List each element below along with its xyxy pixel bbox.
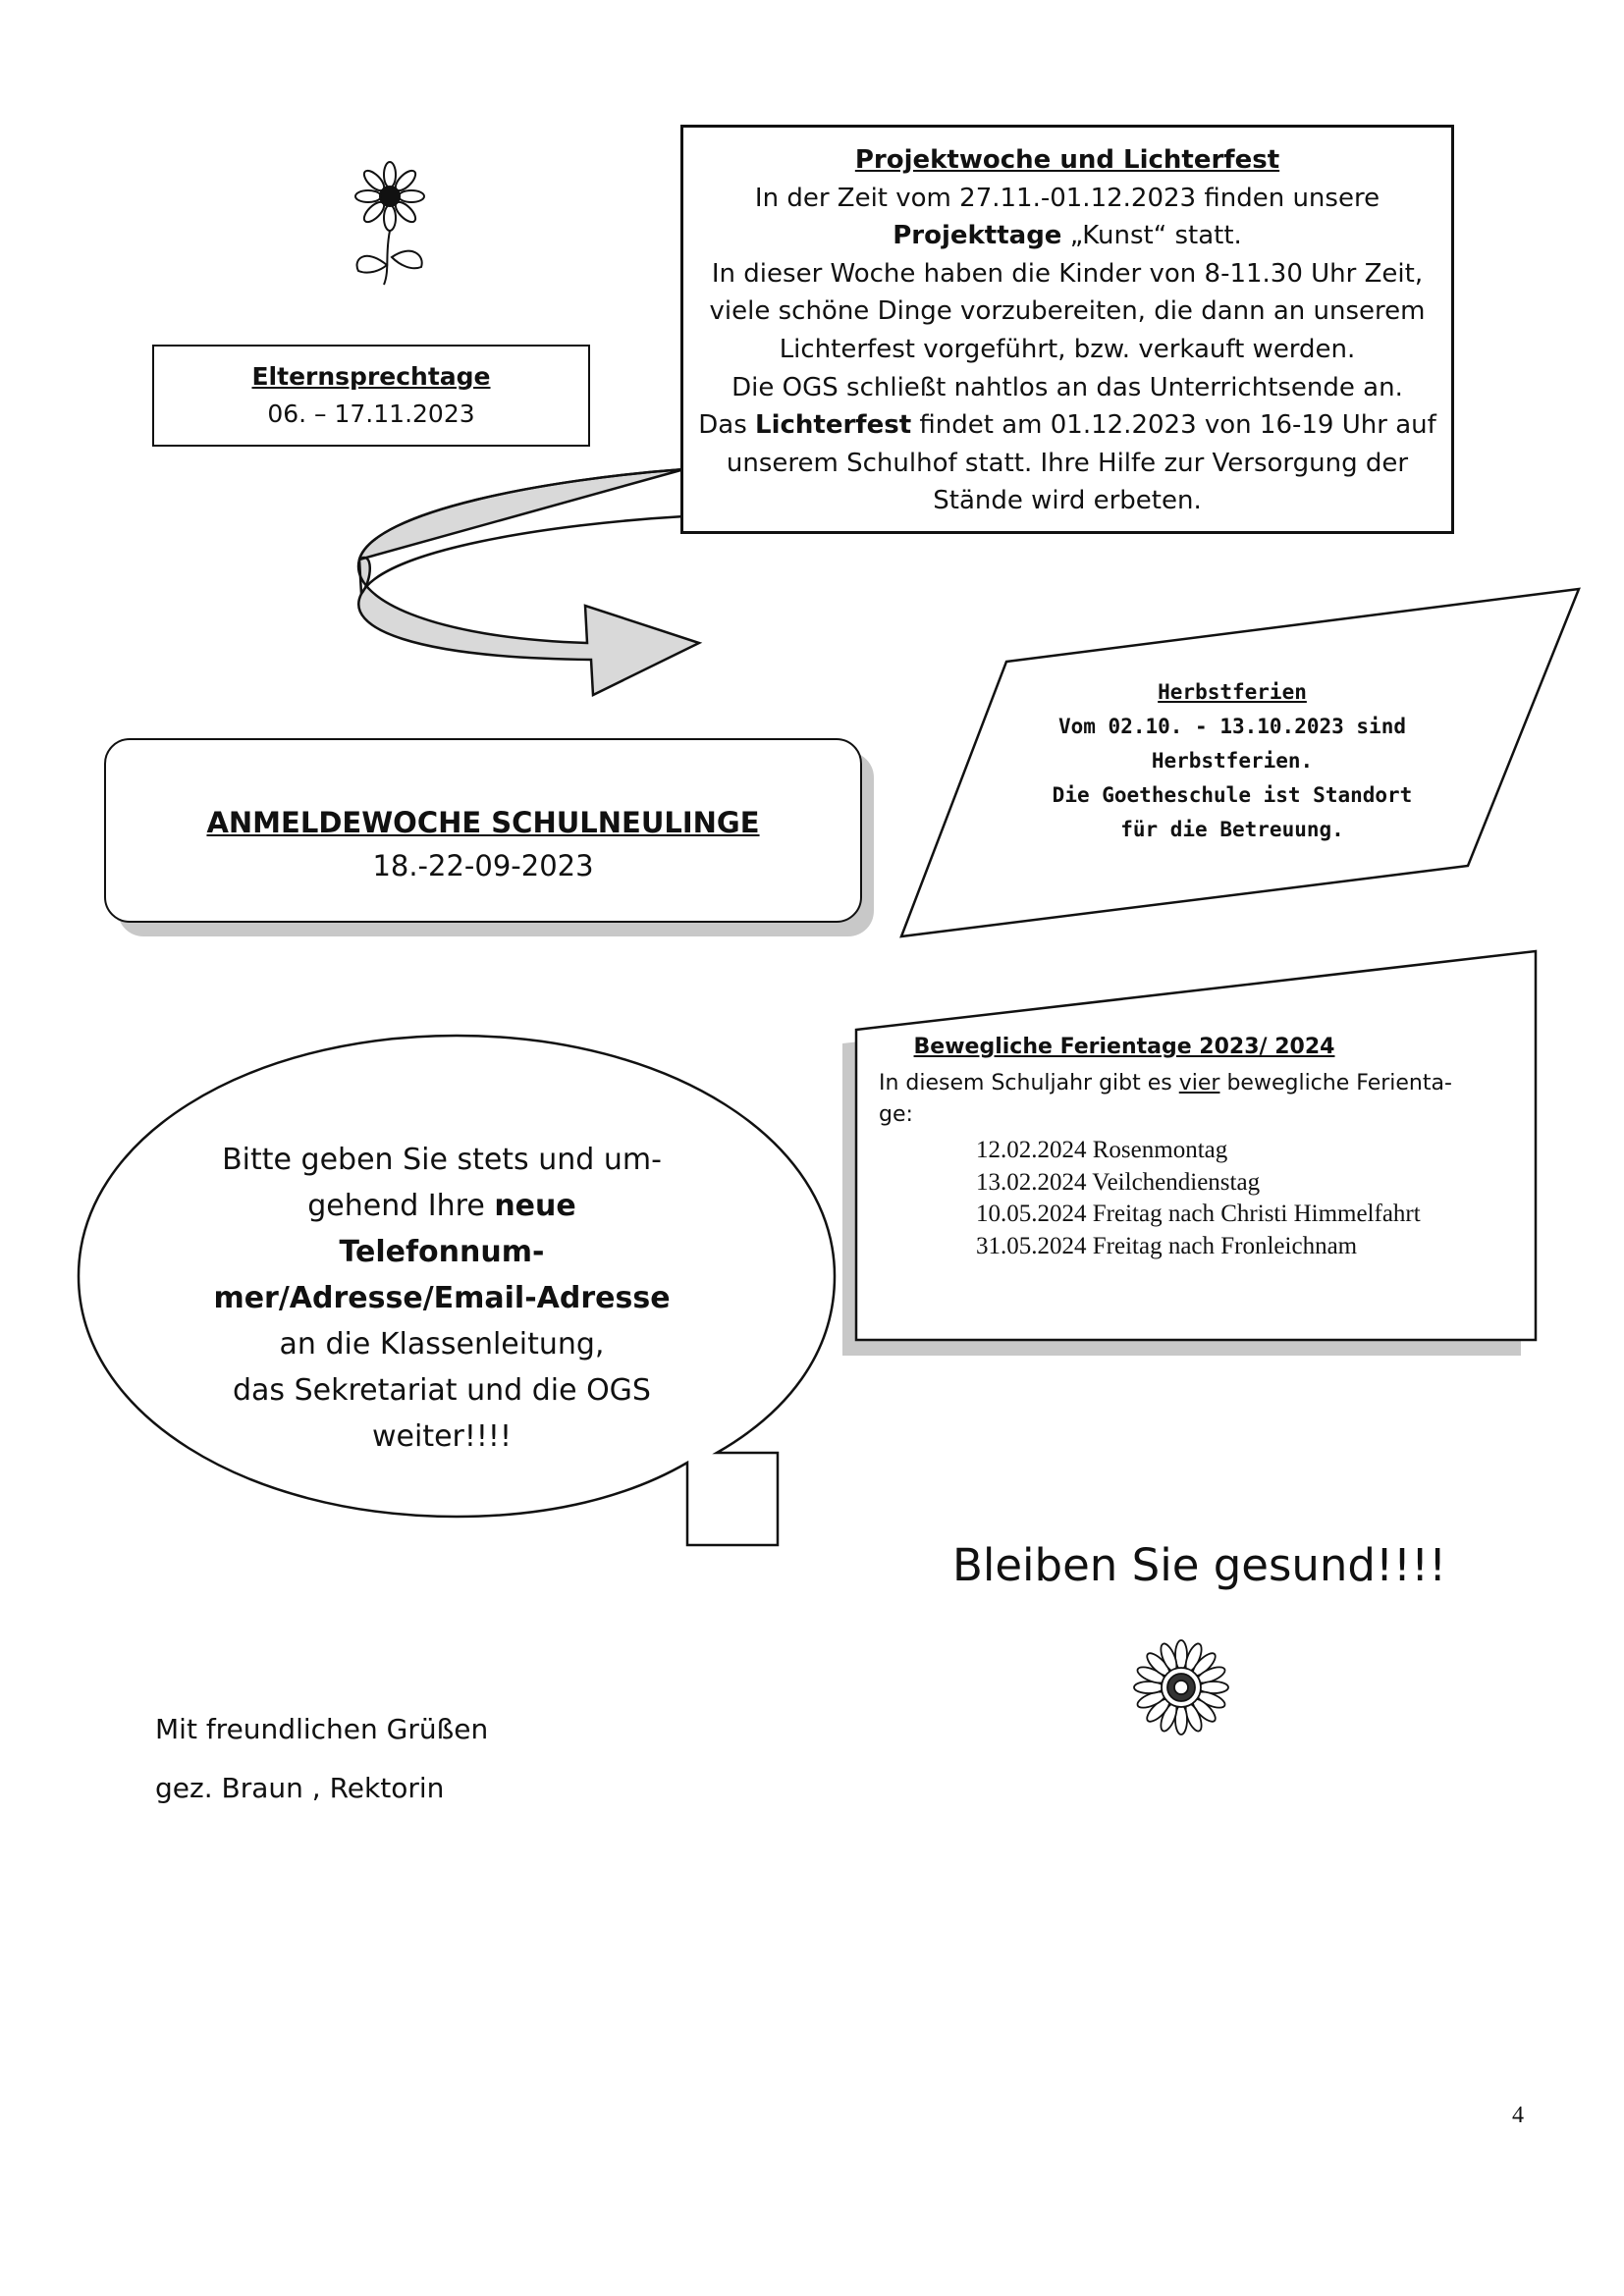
herbstferien-line: Die Goetheschule ist Standort: [1052, 783, 1413, 807]
bubble-line: an die Klassenleitung,: [279, 1327, 605, 1362]
lichterfest-rest: findet am 01.12.2023 von 16-19 Uhr auf: [911, 410, 1436, 441]
page-number: 4: [1512, 2103, 1524, 2128]
herbstferien-line: für die Betreuung.: [1120, 818, 1344, 841]
herbstferien-text: [992, 675, 1473, 847]
curved-arrow-icon: [358, 469, 699, 695]
bubble-line: Bitte geben Sie stets und um-: [222, 1143, 662, 1177]
bubble-line-bold: neue: [494, 1189, 576, 1223]
bubble-line: mer/Adresse/Email-Adresse: [213, 1281, 671, 1315]
projektwoche-line: Stände wird erbeten.: [933, 486, 1202, 516]
lichterfest-bold: Lichterfest: [755, 410, 912, 441]
projektwoche-line: In dieser Woche haben die Kinder von 8-11.30 Uhr Zeit,: [711, 258, 1424, 289]
lichterfest-pre: Das: [698, 410, 755, 441]
ferientage-list: [976, 1135, 1421, 1262]
projektwoche-box: [680, 125, 1454, 534]
ferientage-intro-post: bewegliche Ferienta-: [1219, 1071, 1452, 1095]
sunflower-stem-icon: [355, 162, 424, 285]
projektwoche-line: [683, 217, 1451, 255]
projektwoche-line: In der Zeit vom 27.11.-01.12.2023 finden unsere: [754, 183, 1380, 213]
projekttage-bold: Projekttage: [893, 221, 1062, 251]
projektwoche-line: [683, 406, 1451, 445]
bubble-line-pre: gehend Ihre: [307, 1189, 495, 1223]
anmeldewoche-title: ANMELDEWOCHE SCHULNEULINGE: [206, 806, 760, 839]
list-item: 12.02.2024 Rosenmontag: [976, 1137, 1228, 1163]
herbstferien-line: Vom 02.10. - 13.10.2023 sind: [1057, 715, 1406, 738]
anmeldewoche-box: [104, 738, 862, 923]
list-item: 13.02.2024 Veilchendienstag: [976, 1168, 1261, 1196]
projektwoche-line: unserem Schulhof statt. Ihre Hilfe zur Versorgung der: [726, 448, 1409, 478]
elternsprechtage-title: Elternsprechtage: [251, 362, 491, 391]
ferientage-intro-line2: ge:: [879, 1102, 913, 1127]
projektwoche-line: Lichterfest vorgeführt, bzw. verkauft werden.: [779, 334, 1356, 364]
list-item: 31.05.2024 Freitag nach Fronleichnam: [976, 1232, 1358, 1259]
closing-greeting: Mit freundlichen Grüßen: [155, 1713, 489, 1745]
sunflower-icon: [1134, 1640, 1228, 1735]
projektwoche-line: Die OGS schließt nahtlos an das Unterrichtsende an.: [731, 372, 1403, 402]
anmeldewoche-dates: 18.-22-09-2023: [372, 849, 594, 882]
ferientage-intro: [879, 1068, 1507, 1131]
herbstferien-title: Herbstferien: [1158, 680, 1307, 704]
elternsprechtage-dates: 06. – 17.11.2023: [267, 400, 475, 428]
projekttage-rest: „Kunst“ statt.: [1061, 221, 1242, 251]
bubble-line: das Sekretariat und die OGS: [233, 1373, 651, 1408]
projektwoche-title: Projektwoche und Lichterfest: [854, 145, 1280, 175]
elternsprechtage-box: [152, 345, 590, 447]
ferientage-intro-underlined: vier: [1178, 1071, 1220, 1095]
list-item: 10.05.2024 Freitag nach Christi Himmelfahrt: [976, 1201, 1421, 1227]
ferientage-title: Bewegliche Ferientage 2023/ 2024: [913, 1035, 1335, 1059]
herbstferien-line: Herbstferien.: [1151, 749, 1314, 773]
projektwoche-line: viele schöne Dinge vorzubereiten, die dann an unserem: [709, 296, 1426, 327]
bubble-line: [167, 1183, 717, 1229]
ferientage-intro-pre: In diesem Schuljahr gibt es: [879, 1071, 1179, 1095]
speech-bubble-text: [167, 1137, 717, 1460]
bubble-line: Telefonnum-: [339, 1235, 545, 1269]
closing: [155, 1700, 488, 1818]
closing-signature: gez. Braun , Rektorin: [155, 1772, 445, 1804]
farewell-heading: Bleiben Sie gesund!!!!: [952, 1539, 1447, 1591]
bubble-line: weiter!!!!: [372, 1419, 512, 1454]
